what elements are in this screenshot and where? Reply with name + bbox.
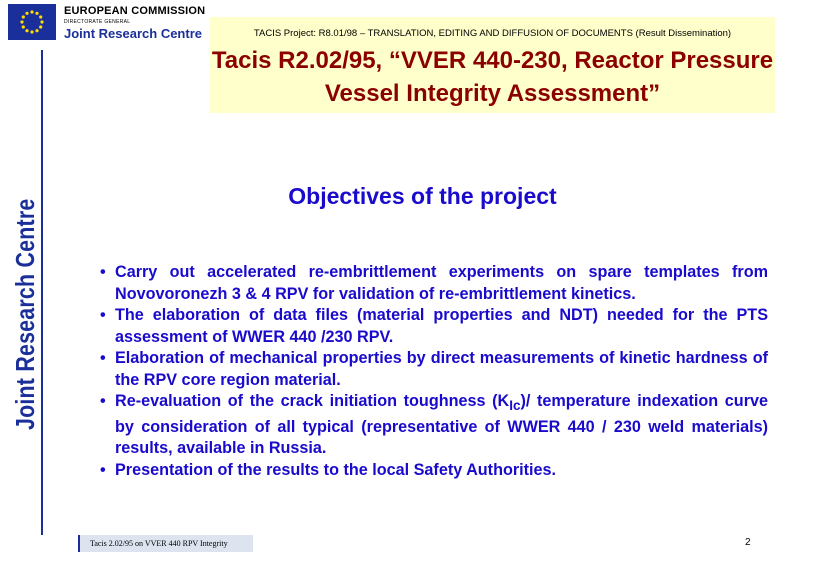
logo-jrc-text: Joint Research Centre [64, 26, 202, 41]
section-title: Objectives of the project [288, 183, 557, 209]
bullet-icon: • [100, 392, 106, 410]
list-item [100, 391, 768, 460]
logo-commission-text: EUROPEAN COMMISSION [64, 5, 206, 17]
page-number: 2 [745, 537, 751, 548]
bullet-icon: • [100, 349, 106, 367]
list-item-text: Carry out accelerated re-embrittlement experiments on spare templates from Novovoronezh 3 & 4 RPV for validation of re-embrittlement kinetics. [115, 263, 768, 303]
left-divider [41, 50, 43, 535]
list-item-text [115, 392, 768, 457]
jrc-logo [8, 4, 206, 42]
list-item-text-part: Re-evaluation of the crack initiation toughness (K [115, 392, 510, 410]
list-item-text: Presentation of the results to the local Safety Authorities. [115, 460, 557, 479]
list-item [100, 460, 768, 482]
list-item-text: The elaboration of data files (material properties and NDT) needed for the PTS assessment of WWER 440 /230 RPV. [115, 306, 768, 346]
page-title: Tacis R2.02/95, “VVER 440-230, Reactor Pressure Vessel Integrity Assessment” [211, 47, 774, 107]
objectives-list [100, 262, 768, 481]
list-item [100, 305, 768, 348]
logo-directorate-text: DIRECTORATE GENERAL [64, 19, 131, 25]
bullet-icon: • [100, 460, 106, 479]
kic-subscript: Ic [509, 398, 521, 414]
list-item [100, 262, 768, 305]
bullet-icon: • [100, 263, 106, 281]
header-box [210, 17, 775, 113]
list-item [100, 348, 768, 391]
vertical-brand-text: Joint Research Centre [10, 198, 40, 430]
footer-caption: Tacis 2.02/95 on VVER 440 RPV Integrity [78, 535, 253, 552]
bullet-icon: • [100, 306, 106, 324]
list-item-text: Elaboration of mechanical properties by direct measurements of kinetic hardness of the RPV core region material. [115, 349, 768, 389]
project-line: TACIS Project: R8.01/98 – TRANSLATION, EDITING AND DIFFUSION OF DOCUMENTS (Result Dissemination) [253, 28, 732, 39]
eu-flag-icon [8, 4, 56, 40]
list-item-text-part: )/ temperature indexation curve by consideration of all typical (representative of WWER 440 / 230 weld materials) results, available in Russia. [115, 392, 768, 458]
